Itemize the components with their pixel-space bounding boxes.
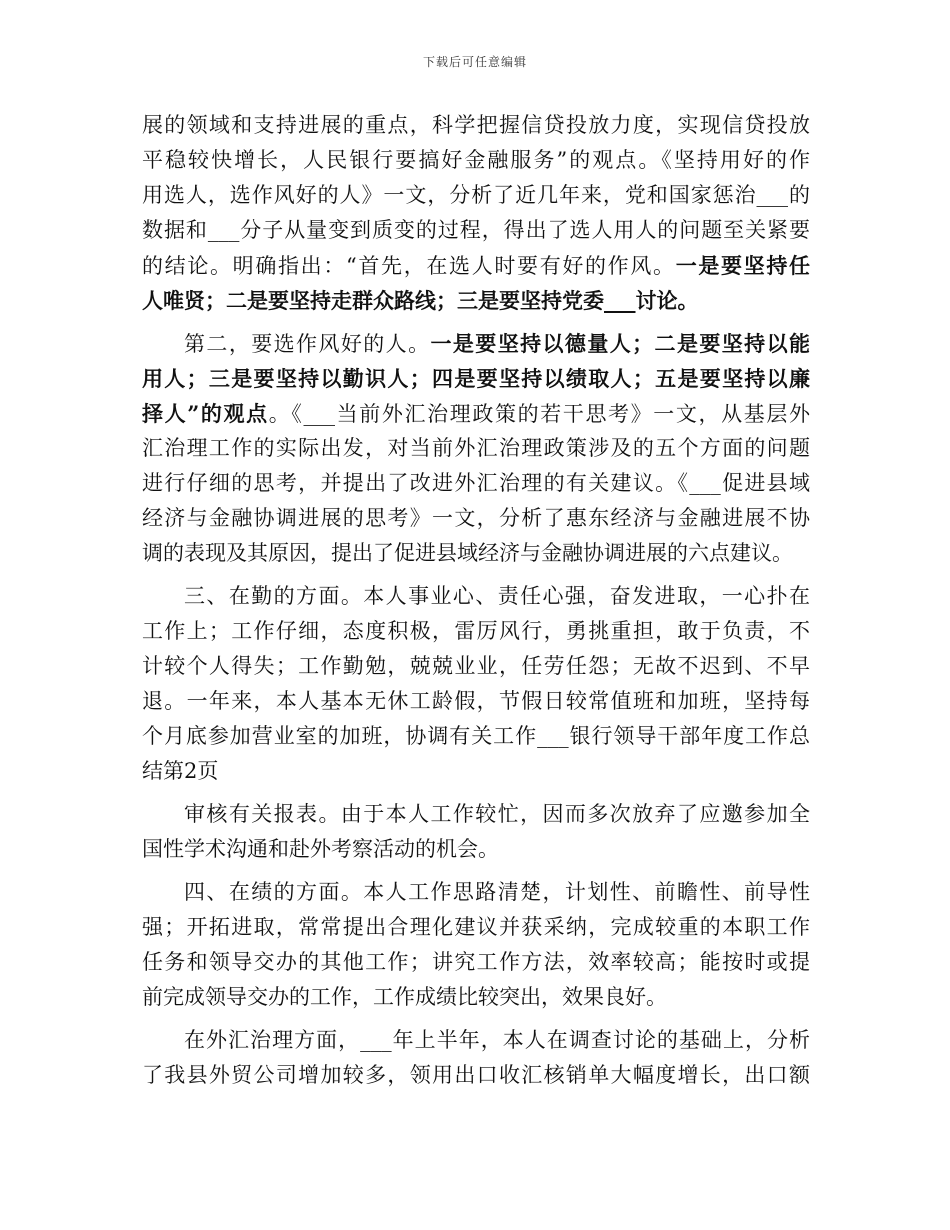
text-line: 审核有关报表。由于本人工作较忙，因而多次放弃了应邀参加全: [184, 802, 810, 826]
text-run: 。《___当前外汇治理政策的若干思考》一文，从基层外: [268, 402, 810, 426]
paragraph-4: [142, 797, 810, 867]
text-line: 平稳较快增长，人民银行要搞好金融服务”的观点。《坚持用好的作: [142, 148, 810, 172]
text-line: 用人；三是要坚持以勤识人；四是要坚持以绩取人；五是要坚持以廉: [142, 366, 810, 391]
text-line: 任务和领导交办的其他工作；讲究工作方法，效率较高；能按时或提: [142, 950, 810, 974]
text-line: 计较个人得失；工作勤勉，兢兢业业，任劳任怨；无故不迟到、不早: [142, 654, 810, 678]
text-line: 了我县外贸公司增加较多，领用出口收汇核销单大幅度增长，出口额: [142, 1063, 810, 1087]
text-line: 三、在勤的方面。本人事业心、责任心强，奋发进取，一心扑在: [184, 584, 810, 608]
text-line: [142, 326, 810, 361]
text-line: 工作上；工作仔细，态度积极，雷厉风行，勇挑重担，敢于负责，不: [142, 619, 810, 643]
text-line: 在外汇治理方面，___年上半年，本人在调查讨论的基础上，分析: [184, 1028, 810, 1052]
page-header: 下载后可任意编辑: [422, 55, 527, 69]
text-line: 结第2页: [142, 759, 219, 783]
text-line: 进行仔细的思考，并提出了改进外汇治理的有关建议。《___促进县域: [142, 471, 810, 495]
text-line: 用选人，选作风好的人》一文，分析了近几年来，党和国家惩治___的: [142, 183, 810, 207]
text-line: 退。一年来，本人基本无休工龄假，节假日较常值班和加班，坚持每: [142, 689, 810, 713]
text-line: 经济与金融协调进展的思考》一文，分析了惠东经济与金融进展不协: [142, 506, 810, 530]
text-line: 强；开拓进取，常常提出合理化建议并获采纳，完成较重的本职工作: [142, 915, 810, 939]
text-line: 汇治理工作的实际出发，对当前外汇治理政策涉及的五个方面的问题: [142, 436, 810, 460]
text-line: 国性学术沟通和赴外考察活动的机会。: [142, 837, 499, 861]
text-run: 第二，要选作风好的人。: [184, 332, 431, 356]
text-line: [142, 396, 810, 431]
paragraph-1: [142, 108, 810, 318]
text-line: 个月底参加营业室的加班，协调有关工作___银行领导干部年度工作总: [142, 724, 810, 748]
paragraph-6: [142, 1023, 810, 1093]
bold-text-run: 择人”的观点: [142, 401, 269, 426]
bold-text-run: 一是要坚持任: [675, 253, 810, 278]
text-line: 四、在绩的方面。本人工作思路清楚，计划性、前瞻性、前导性: [184, 880, 810, 904]
text-line: 调的表现及其原因，提出了促进县域经济与金融协调进展的六点建议。: [142, 541, 793, 565]
text-run: 的结论。明确指出：“首先，在选人时要有好的作风。: [142, 254, 676, 278]
paragraph-2: [142, 326, 810, 571]
text-line: 前完成领导交办的工作，工作成绩比较突出，效果良好。: [142, 985, 667, 1009]
paragraph-3: [142, 579, 810, 789]
document-body: [142, 108, 810, 1093]
paragraph-5: [142, 875, 810, 1015]
text-line: 展的领域和支持进展的重点，科学把握信贷投放力度，实现信贷投放: [142, 113, 810, 137]
bold-text-run: 一是要坚持以德量人；二是要坚持以能: [430, 331, 810, 356]
text-line: 人唯贤；二是要坚持走群众路线；三是要坚持党委___讨论。: [142, 288, 699, 313]
text-line: 数据和___分子从量变到质变的过程，得出了选人用人的问题至关紧要: [142, 218, 810, 242]
text-line: [142, 248, 810, 283]
